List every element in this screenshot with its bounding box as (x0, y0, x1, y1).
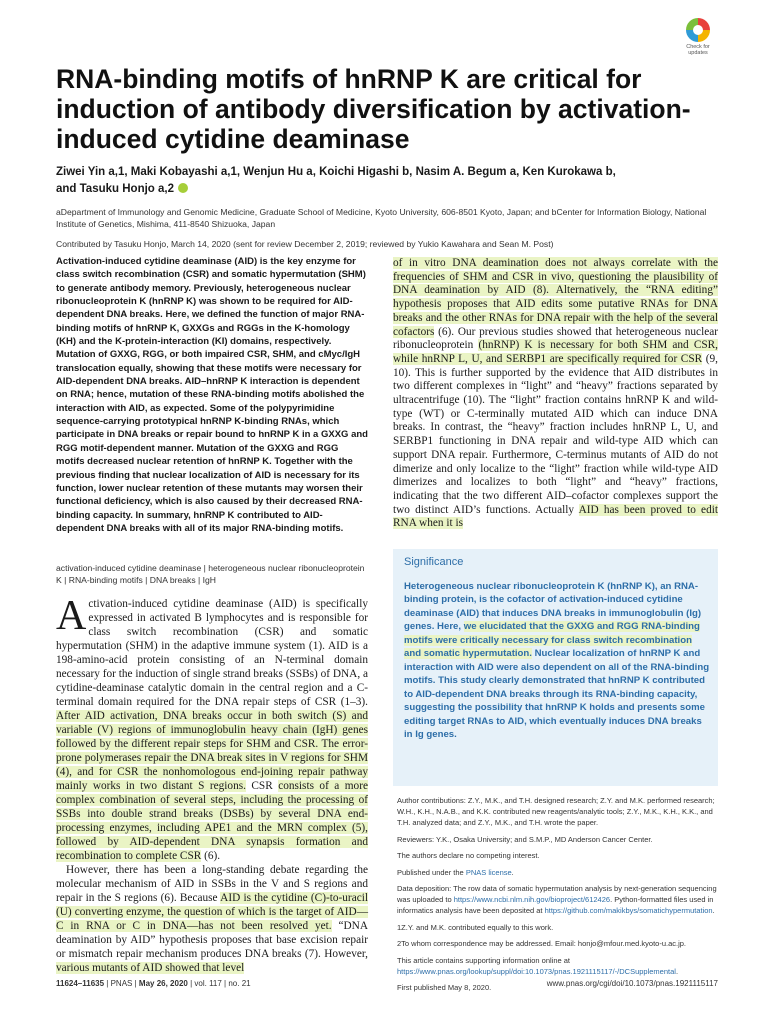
footer-pages: 11624–11635 (56, 979, 105, 988)
author-line-1 (56, 164, 716, 181)
footer-issue: no. 21 (228, 979, 251, 988)
authors-text-2: and Tasuku Honjo a,2 (56, 183, 174, 195)
supplemental-link[interactable]: https://www.pnas.org/lookup/suppl/doi:10.1073/pnas.1921115117/-/DCSupplemental (397, 966, 676, 976)
check-for-updates-badge[interactable] (678, 18, 718, 56)
highlighted-text: various mutants of AID showed that level (56, 962, 245, 974)
footer-doi-link[interactable]: www.pnas.org/cgi/doi/10.1073/pnas.1921115117 (546, 979, 718, 988)
drop-cap: A (56, 593, 87, 639)
badge-label: Check for updates (686, 44, 710, 56)
equal-contribution-note: 1Z.Y. and M.K. contributed equally to this work. (397, 922, 554, 932)
text-run: Data deposition: The row data of somatic hypermutation analysis by next-generation sequencing was uploaded to (397, 884, 717, 904)
text-run: . Python-formatted files used in informatics analysis have been deposited at (397, 895, 714, 915)
footer-citation: 11624–11635 | PNAS | May 26, 2020 | vol. 117 | no. 21 (56, 979, 251, 988)
highlighted-text: (hnRNP) K is necessary for both SHM and CSR, while hnRNP L, U, and SERBP1 are specifically required for CSR (393, 339, 718, 365)
text-run: This article contains supporting information online at (397, 955, 571, 965)
affiliations: aDepartment of Immunology and Genomic Medicine, Graduate School of Medicine, Kyoto University, 606-8501 Kyoto, Japan; and bCenter for Information Biology, National Institute of Genetics, Mishima, 411-8540 Shizuoka, Japan (56, 207, 707, 229)
data-deposition-note (397, 883, 719, 916)
text-run: (6). (201, 850, 221, 862)
footer-journal: PNAS (110, 979, 133, 988)
body-right-column (393, 257, 718, 531)
bioproject-link[interactable]: https://www.ncbi.nlm.nih.gov/bioproject/612426 (453, 895, 611, 904)
highlighted-text: AID is the cytidine (C)-to-uracil (U) converting enzyme, the question of which is the target of AID—C in RNA or C in DNA—has not been resolved yet. (56, 892, 369, 932)
highlighted-text: After AID activation, DNA breaks occur in both switch (S) and variable (V) regions of immunoglobulin heavy chain (IgH) genes followed by the different repair steps for SHM and CSR. The error-prone polymerases repair the DNA break sites in V regions for SHM (4), and for CSR the nonhomologous end-joining repair pathway mainly works in two distant S regions. (56, 710, 368, 792)
footer-volume: vol. 117 (194, 979, 222, 988)
orcid-icon[interactable] (178, 183, 188, 193)
keywords: activation-induced cytidine deaminase | heterogeneous nuclear ribonucleoprotein K | RNA-binding motifs | DNA breaks | IgH (56, 563, 365, 585)
authors-text-1: Ziwei Yin a,1, Maki Kobayashi a,1, Wenjun Hu a, Koichi Higashi b, Nasim A. Begum a, Ken Kurokawa b, (56, 166, 616, 178)
paragraph-1 (56, 593, 368, 863)
highlighted-text: consists of a more complex combination of several steps, including the processing of SSBs into double strand breaks (DSBs) by several DNA end-processing enzymes, including APE1 and the MRN complex (5), followed by AID-dependent DNA synapsis formation and recombination to complete CSR (56, 780, 368, 862)
text-run: . (675, 966, 679, 976)
significance-heading: Significance (404, 556, 464, 568)
abstract: Activation-induced cytidine deaminase (AID) is the key enzyme for class switch recombination (CSR) and somatic hypermutation (SHM) to generate antibody memory. Previously, heterogeneous nuclear ribonucleoprotein K (hnRNP K) was shown to be required for AID-dependent DNA breaks. Here, we defined the function of major RNA-binding motifs of hnRNP K, GXXGs and RGGs in the K-homology (KH) and the K-protein-interaction (KI) domains, respectively. Mutation of GXXG, RGG, or both impaired CSR, SHM, and cMyc/IgH translocation equally, showing that these motifs were necessary for AID-dependent DNA breaks. AID–hnRNP K interaction is dependent on RNA; hence, mutation of these RNA-binding motifs abolished the interaction with AID, as expected. Some of the polypyrimidine sequence-carrying prototypical hnRNP K-binding RNAs, which participate in DNA breaks or repair bound to hnRNP K in a GXXG and RGG motif-dependent manner. Mutation of the GXXG and RGG motifs decreased nuclear retention of hnRNP K. Together with the previous finding that nuclear localization of AID is necessary for its function, lower nuclear retention of these mutants may worsen their functional deficiency, which is also caused by their decreased RNA-binding capacity. In summary, hnRNP K contributed to AID-dependent DNA breaks with all of its major RNA-binding motifs. (56, 256, 368, 534)
text-run: “DNA deamination by AID” hypothesis proposes that base excision repair or mismatch repair mechanism produces DNA breaks (7). However, (56, 920, 368, 960)
contributed-by: Contributed by Tasuku Honjo, March 14, 2020 (sent for review December 2, 2019; reviewed by Yukio Kawahara and Sean M. Post) (56, 239, 554, 249)
github-link[interactable]: https://github.com/makikbys/somatichypermutation (544, 906, 713, 915)
check-for-updates-icon (686, 18, 710, 42)
text-run: However, there has been a long-standing debate regarding the molecular mechanism of AID in SSBs in the V and S regions and repair in the S regions (6). Because (56, 864, 368, 904)
supporting-info-note (397, 955, 719, 977)
reviewers-note: Reviewers: Y.K., Osaka University; and S.M.P., MD Anderson Cancer Center. (397, 834, 653, 844)
paragraph-2 (56, 863, 368, 975)
highlighted-text: AID has been proved to edit RNA when it is (393, 503, 718, 530)
author-list (56, 164, 716, 198)
text-run: CSR (245, 780, 279, 792)
text-run: Nuclear localization of hnRNP K and interaction with AID were also dependent on all of the RNA-binding motifs. This study clearly demonstrated that hnRNP K contributed to AID-dependent DNA breaks through its RNA-binding capacity, suggesting the possibility that hnRNP K holds and presents some editing target RNAs to AID, which eventually induces DNA breaks in Ig genes. (404, 648, 710, 740)
competing-interest-note: The authors declare no competing interest. (397, 851, 540, 860)
body-left-column (56, 593, 369, 975)
text-run: Published under the (397, 867, 466, 877)
text-run: (6). Our previous studies showed that heterogeneous nuclear ribonucleoprotein (393, 325, 718, 352)
significance-text (404, 580, 710, 741)
license-link[interactable]: PNAS license (465, 867, 512, 877)
text-run: . (712, 906, 715, 915)
author-contributions: Author contributions: Z.Y., M.K., and T.H. designed research; Z.Y. and M.K. performed research; W.H., K.H., N.A.B., and K.K. contributed new reagents/analytic tools; Z.Y., M.K., K.H., K.K., and T.H. analyzed data; and Z.Y., M.K., and T.H. wrote the paper. (397, 796, 715, 827)
text-run: (9, 10). This is further supported by the evidence that AID distributes in two different complexes in “light” and “heavy” fractions separated by ultracentrifuge (10). The “light” fraction contains hnRNP K and wild-type (WT) or C-terminally mutated AID which can induce DNA breaks. In contrast, the “heavy” fraction includes hnRNP L, U, and SERBP1 functioning in DNA repair and wild-type AID which can support DNA repair. Furthermore, C-terminus mutants of AID do not dimerize and only localize to the “light” fraction while wild-type AID dimerizes and localizes to both “light” and “heavy” fractions, indicating that the two different AID–cofactor complexes support the two distinct AID’s functions. Actually (393, 352, 718, 516)
article-notes (397, 795, 719, 999)
article-title: RNA-binding motifs of hnRNP K are critical for induction of antibody diversification by activation-induced cytidine deaminase (56, 64, 691, 154)
highlighted-text: of in vitro DNA deamination does not always correlate with the frequencies of SHM and CSR in vivo, questioning the plausibility of DNA deamination by AID (8). Alternatively, the “RNA editing” hypothesis proposes that AID edits some putative RNAs for DNA breaks and the other RNAs for DNA repair with the help of the several cofactors (393, 257, 718, 338)
text-run: Heterogeneous nuclear ribonucleoprotein K (hnRNP K), an RNA-binding protein, is the cofactor of activation-induced cytidine deaminase (AID) that induces DNA breaks in immunoglobulin (Ig) genes. Here, (404, 581, 702, 633)
correspondence-note: 2To whom correspondence may be addressed. Email: honjo@mfour.med.kyoto-u.ac.jp. (397, 939, 687, 948)
footer-date: May 26, 2020 (138, 979, 188, 988)
license-note (397, 867, 719, 878)
highlighted-text: we elucidated that the GXXG and RGG RNA-binding motifs were critically necessary for class switch recombination and somatic hypermutation. (404, 621, 700, 660)
text-run: . (511, 867, 514, 877)
first-published-note: First published May 8, 2020. (397, 983, 492, 992)
text-run: ctivation-induced cytidine deaminase (AID) is specifically expressed in activated B lymphocytes and is responsible for class switch recombination (CSR) and somatic hypermutation (SHM) in the adaptive immune system (1). AID is a 198-amino-acid protein consisting of an N-terminal domain necessary for the induction of single strand breaks (SSBs) of DNA, a cytidine-deaminase catalytic domain in the central region and a C-terminal domain required for the DNA repair steps of CSR (1–3). (56, 598, 368, 708)
author-line-2 (56, 181, 716, 198)
